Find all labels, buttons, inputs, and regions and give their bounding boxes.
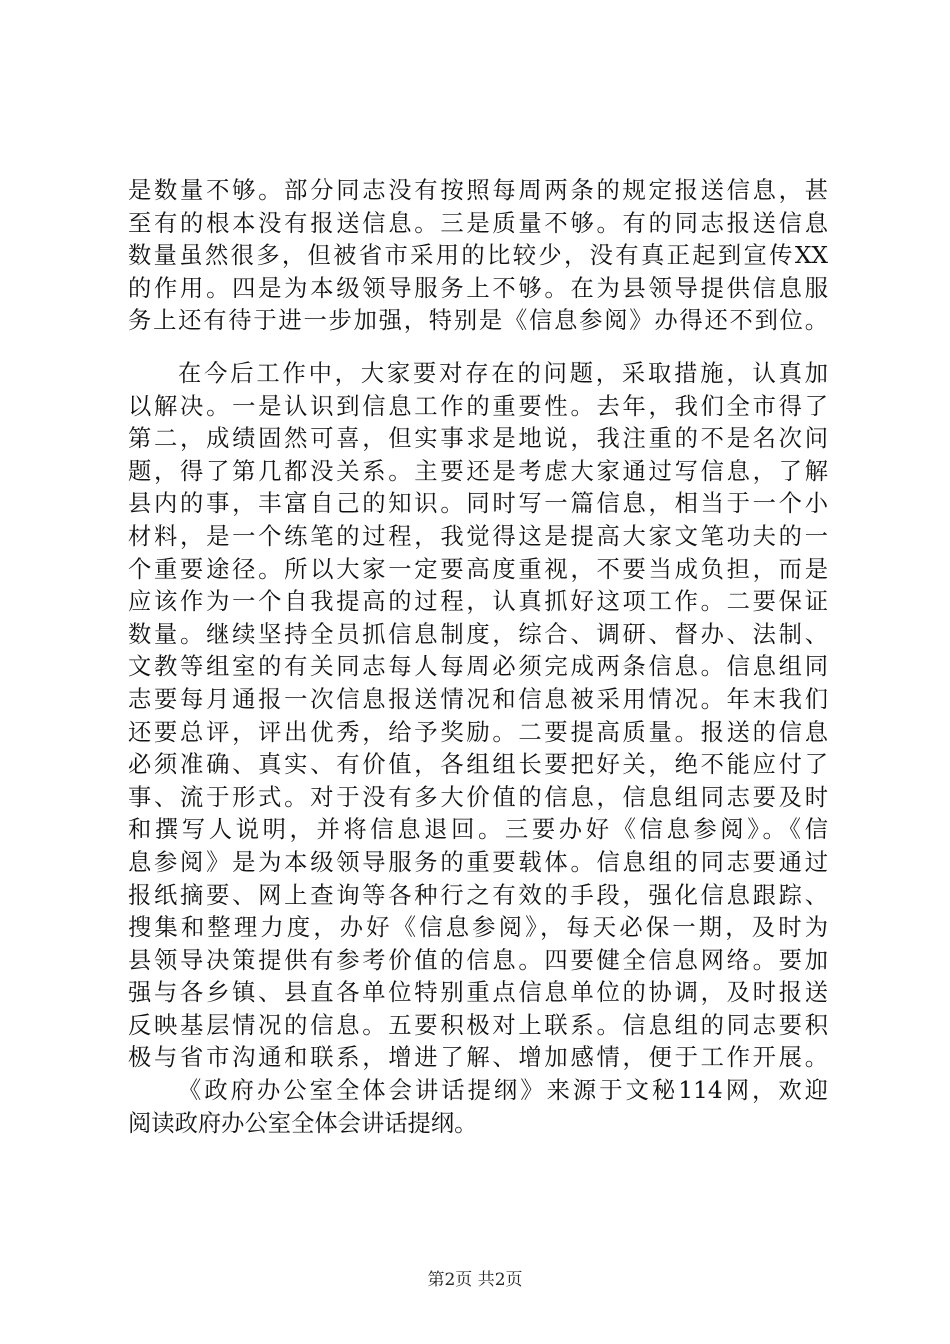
- text-line: 搜集和整理力度，办好《信息参阅》，每天必保一期，及时为: [128, 914, 828, 942]
- text-line: 志要每月通报一次信息报送情况和信息被采用情况。年末我们: [128, 685, 828, 713]
- text-line: 必须准确、真实、有价值，各组组长要把好关，绝不能应付了: [128, 751, 828, 779]
- text-line: 文教等组室的有关同志每人每周必须完成两条信息。信息组同: [128, 653, 828, 681]
- text-line: 的作用。四是为本级领导服务上不够。在为县领导提供信息服: [128, 274, 828, 302]
- text-line: 第二，成绩固然可喜，但实事求是地说，我注重的不是名次问: [128, 425, 828, 453]
- text-line: 县内的事，丰富自己的知识。同时写一篇信息，相当于一个小: [128, 490, 828, 518]
- text-line: 在今后工作中，大家要对存在的问题，采取措施，认真加: [178, 360, 828, 387]
- text-line: 报纸摘要、网上查询等各种行之有效的手段，强化信息跟踪、: [128, 881, 828, 909]
- paragraph-continuation: [128, 175, 828, 338]
- text-line: 县领导决策提供有参考价值的信息。四要健全信息网络。要加: [128, 946, 828, 974]
- text-line: 息参阅》是为本级领导服务的重要载体。信息组的同志要通过: [128, 848, 828, 876]
- text-line: 反映基层情况的信息。五要积极对上联系。信息组的同志要积: [128, 1011, 828, 1039]
- text-line: 数量。继续坚持全员抓信息制度，综合、调研、督办、法制、: [128, 620, 828, 648]
- text-line: 题，得了第几都没关系。主要还是考虑大家通过写信息，了解: [128, 457, 828, 485]
- text-line: 材料，是一个练笔的过程，我觉得这是提高大家文笔功夫的一: [128, 522, 828, 550]
- page-footer: [0, 1270, 950, 1290]
- text-line: 以解决。一是认识到信息工作的重要性。去年，我们全市得了: [128, 392, 828, 420]
- text-line: 至有的根本没有报送信息。三是质量不够。有的同志报送信息: [128, 209, 828, 237]
- text-line: 是数量不够。部分同志没有按照每周两条的规定报送信息，甚: [128, 177, 828, 204]
- page-number: 第2页 共2页: [427, 1270, 523, 1290]
- body-paragraphs: [128, 358, 828, 1140]
- text-line: 应该作为一个自我提高的过程，认真抓好这项工作。二要保证: [128, 588, 828, 616]
- text-line: 和撰写人说明，并将信息退回。三要办好《信息参阅》。《信: [128, 816, 828, 844]
- text-line: 数量虽然很多，但被省市采用的比较少，没有真正起到宣传XX: [128, 242, 828, 270]
- text-line: 阅读政府办公室全体会讲话提纲。: [128, 1109, 478, 1137]
- text-line: 还要总评，评出优秀，给予奖励。二要提高质量。报送的信息: [128, 718, 828, 746]
- text-line: 极与省市沟通和联系，增进了解、增加感情，便于工作开展。: [128, 1044, 828, 1072]
- text-line: 务上还有待于进一步加强，特别是《信息参阅》办得还不到位。: [128, 307, 828, 335]
- text-line: 强与各乡镇、县直各单位特别重点信息单位的协调，及时报送: [128, 979, 828, 1007]
- text-line: 事、流于形式。对于没有多大价值的信息，信息组同志要及时: [128, 783, 828, 811]
- text-line: 个重要途径。所以大家一定要高度重视，不要当成负担，而是: [128, 555, 828, 583]
- text-line: 《政府办公室全体会讲话提纲》来源于文秘114网，欢迎: [178, 1077, 828, 1105]
